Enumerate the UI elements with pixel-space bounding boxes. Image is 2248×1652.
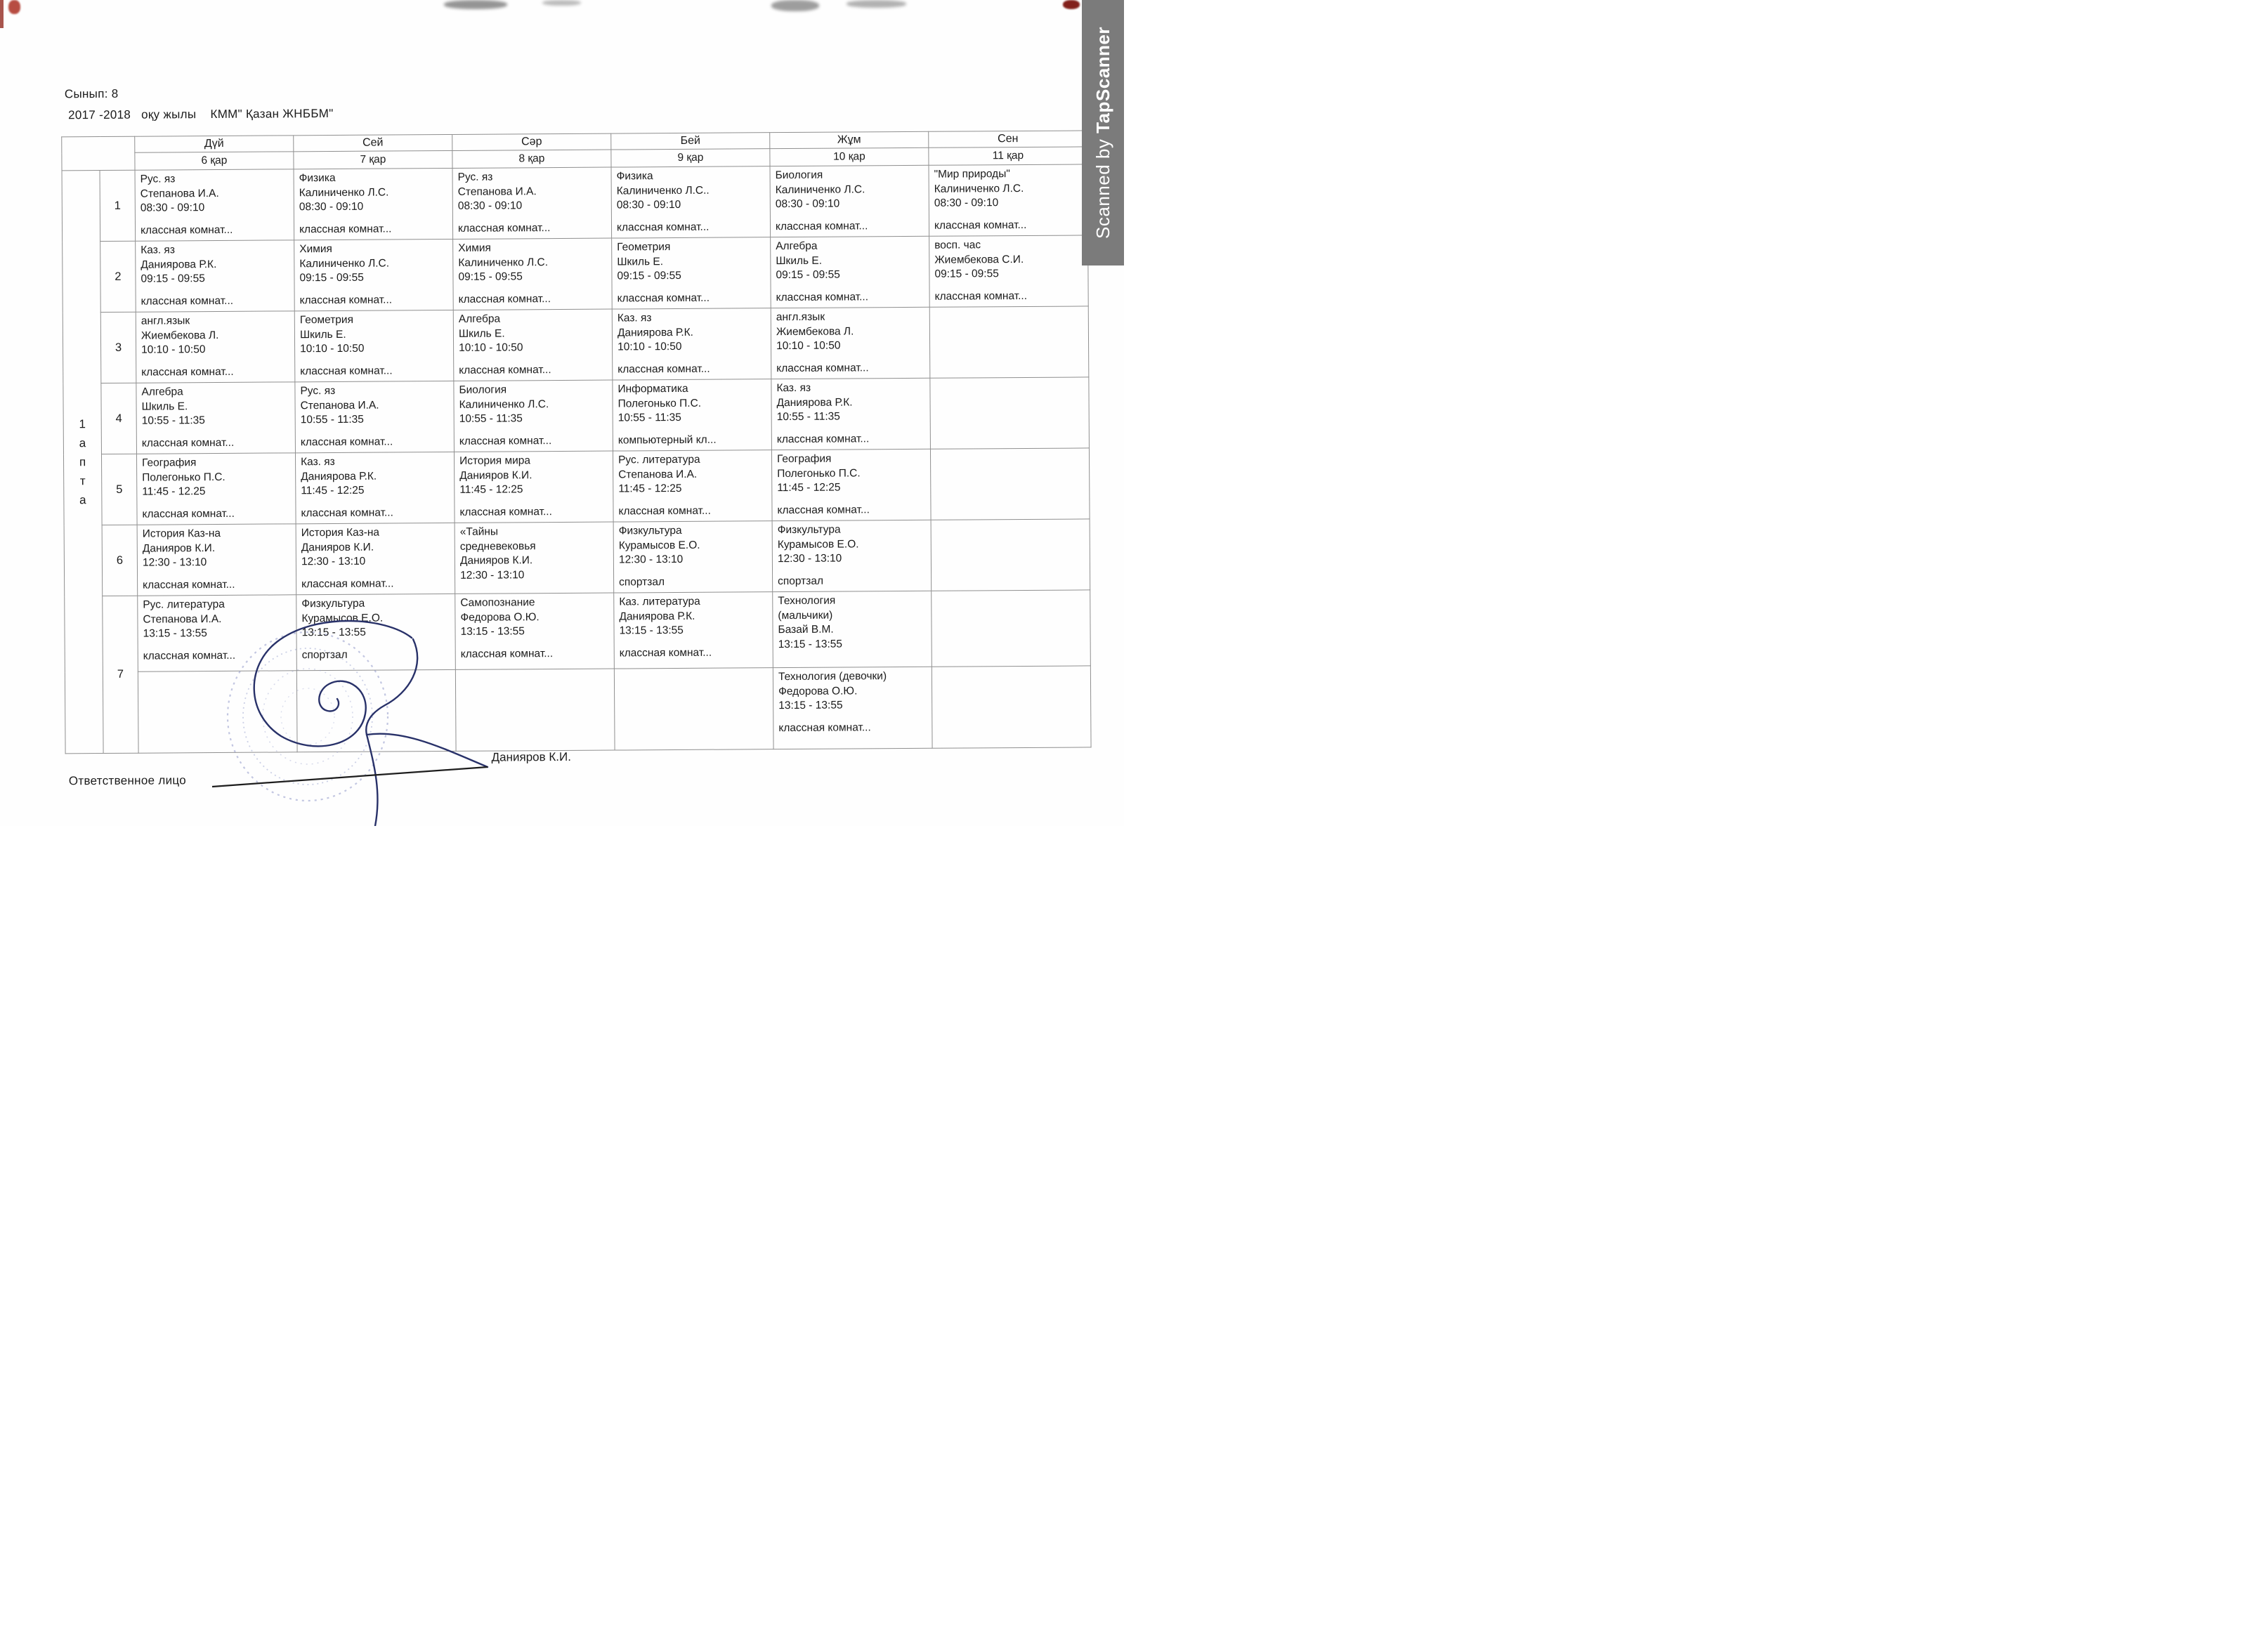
- lesson-block: [929, 164, 1087, 235]
- lesson-cell: [136, 240, 295, 312]
- lesson-block: [137, 453, 296, 524]
- lesson-room: спортзал: [778, 575, 824, 587]
- lesson-line: География: [776, 452, 832, 466]
- lesson-cell: [613, 521, 773, 593]
- lesson-block: [773, 667, 932, 738]
- scan-smudge: [771, 0, 819, 11]
- lesson-line: Калиниченко Л.С.: [299, 185, 389, 199]
- lesson-cell: [773, 667, 932, 749]
- lesson-line: англ.язык: [776, 310, 825, 324]
- day-header: Жұм: [770, 131, 929, 148]
- lesson-line: Физика: [616, 170, 653, 183]
- lesson-line: Каз. яз: [776, 381, 811, 395]
- lesson-room: классная комнат...: [776, 290, 869, 303]
- lesson-cell: [929, 306, 1089, 378]
- lesson-block: [773, 520, 932, 591]
- lesson-room: классная комнат...: [778, 721, 871, 734]
- timetable-row: [65, 590, 1091, 672]
- lesson-line: Каз. литература: [619, 595, 700, 608]
- lesson-cell: [771, 378, 931, 450]
- date-cell: 10 қар: [770, 148, 929, 166]
- scan-edge-mark: [0, 0, 4, 28]
- lesson-room: классная комнат...: [458, 292, 551, 306]
- lesson-line: Каз. яз: [301, 455, 335, 468]
- lesson-line: «Тайны: [459, 525, 499, 538]
- lesson-cell: [612, 237, 771, 309]
- lesson-block: [455, 594, 614, 664]
- lesson-room: классная комнат...: [459, 434, 552, 447]
- lesson-room: классная комнат...: [140, 294, 234, 308]
- lesson-block: [771, 237, 929, 308]
- lesson-block: [136, 169, 294, 240]
- day-header: Сәр: [452, 133, 611, 150]
- lesson-block: [771, 379, 930, 450]
- lesson-line: Даниярова Р.К.: [776, 395, 853, 409]
- lesson-cell: [136, 382, 296, 454]
- day-header: Сей: [294, 134, 452, 151]
- lesson-line: "Мир природы": [934, 168, 1010, 181]
- lesson-line: 08:30 - 09:10: [775, 197, 840, 211]
- lesson-line: Жиембекова С.И.: [934, 253, 1024, 266]
- lesson-line: 10:55 - 11:35: [776, 410, 840, 424]
- lesson-line: Рус. яз: [300, 384, 336, 398]
- lesson-line: 10:10 - 10:50: [300, 342, 365, 355]
- lesson-line: 09:15 - 09:55: [776, 268, 840, 282]
- lesson-line: 09:15 - 09:55: [140, 273, 205, 285]
- lesson-line: Биология: [459, 383, 507, 396]
- lesson-cell: [296, 523, 455, 594]
- lesson-line: Степанова И.А.: [143, 612, 222, 626]
- lesson-line: (мальчики): [778, 609, 833, 622]
- scan-corner-mark: [8, 0, 20, 14]
- lesson-line: 08:30 - 09:10: [299, 200, 364, 214]
- lesson-line: Калиниченко Л.С.: [299, 256, 390, 270]
- lesson-cell: [929, 164, 1088, 236]
- lesson-cell: [771, 236, 930, 308]
- period-number: 1: [100, 170, 136, 241]
- timetable-row: [63, 377, 1090, 454]
- lesson-cell: [295, 381, 455, 452]
- day-header: Сен: [929, 131, 1087, 148]
- lesson-block: [138, 524, 296, 595]
- lesson-line: Рус. литература: [143, 598, 225, 611]
- lesson-line: 10:10 - 10:50: [617, 340, 682, 353]
- date-cell: 7 қар: [294, 150, 452, 169]
- lesson-line: Даниярова Р.К.: [140, 258, 217, 271]
- lesson-line: 09:15 - 09:55: [617, 269, 681, 282]
- lesson-line: 10:55 - 11:35: [617, 411, 681, 424]
- lesson-cell: [931, 519, 1090, 591]
- lesson-room: классная комнат...: [934, 289, 1028, 303]
- lesson-cell: [932, 666, 1091, 748]
- lesson-line: Геометрия: [617, 241, 671, 254]
- lesson-line: Жиембекова Л.: [776, 324, 854, 338]
- lesson-block: [455, 523, 614, 586]
- lesson-line: Физика: [299, 171, 336, 185]
- lesson-line: Физкультура: [301, 597, 365, 610]
- timetable-row: [63, 306, 1089, 383]
- lesson-cell: [614, 592, 773, 669]
- lesson-line: Жиембекова Л.: [140, 329, 219, 342]
- day-header: Бей: [611, 133, 770, 150]
- lesson-cell: [294, 239, 454, 310]
- lesson-block: [613, 308, 771, 379]
- lesson-line: Физкультура: [777, 523, 841, 537]
- lesson-cell: [136, 453, 296, 525]
- lesson-line: 11:45 - 12:25: [301, 484, 365, 497]
- scan-smudge: [542, 0, 581, 6]
- lesson-line: 13:15 - 13:55: [143, 627, 207, 640]
- lesson-cell: [455, 522, 614, 594]
- lesson-room: классная комнат...: [776, 361, 869, 374]
- lesson-line: Даниярова Р.К.: [301, 470, 377, 483]
- lesson-line: Полегонько П.С.: [777, 466, 861, 480]
- lesson-line: Информатика: [617, 382, 688, 395]
- lesson-room: классная комнат...: [301, 506, 393, 519]
- lesson-block: [612, 237, 771, 308]
- lesson-block: [295, 381, 454, 452]
- lesson-room: компьютерный кл...: [617, 433, 717, 447]
- lesson-room: классная комнат...: [616, 221, 710, 234]
- day-header: Дүй: [135, 136, 294, 152]
- lesson-line: Курамысов Е.О.: [777, 537, 859, 551]
- lesson-line: Степанова И.А.: [140, 187, 219, 200]
- lesson-block: [136, 311, 295, 382]
- lesson-room: классная комнат...: [459, 363, 551, 376]
- lesson-line: Алгебра: [458, 313, 501, 325]
- lesson-line: Калиниченко Л.С.: [458, 256, 549, 269]
- lesson-cell: [771, 307, 930, 379]
- lesson-line: Базай В.М.: [778, 623, 834, 636]
- lesson-cell: [452, 167, 612, 239]
- lesson-line: Технология: [778, 594, 836, 608]
- lesson-line: Шкиль Е.: [141, 400, 188, 413]
- tapscanner-strip: [1082, 0, 1124, 266]
- responsible-person-name: Данияров К.И.: [491, 749, 571, 764]
- lesson-line: Данияров К.И.: [301, 541, 374, 553]
- lesson-line: Рус. литература: [617, 453, 700, 466]
- lesson-line: Каз. яз: [140, 244, 175, 256]
- lesson-room: спортзал: [619, 575, 665, 589]
- lesson-block: [294, 169, 453, 240]
- lesson-room: классная комнат...: [459, 505, 552, 518]
- lesson-line: Химия: [458, 242, 491, 254]
- lesson-room: классная комнат...: [299, 222, 392, 235]
- date-cell: 6 қар: [135, 152, 294, 170]
- lesson-line: История мира: [459, 454, 531, 467]
- lesson-cell: [296, 594, 456, 670]
- date-cell: 11 қар: [929, 147, 1087, 165]
- scanned-page: [0, 0, 1124, 826]
- lesson-room: классная комнат...: [299, 293, 393, 306]
- lesson-cell: [771, 449, 931, 520]
- lesson-line: 08:30 - 09:10: [457, 199, 523, 212]
- lesson-cell: [455, 669, 615, 751]
- lesson-line: 12:30 - 13:10: [459, 568, 525, 582]
- lesson-room: классная комнат...: [776, 432, 870, 445]
- lesson-block: [454, 310, 613, 381]
- period-number: 3: [100, 312, 136, 383]
- lesson-room: классная комнат...: [460, 647, 554, 660]
- lesson-block: [771, 166, 929, 237]
- lesson-line: 12:30 - 13:10: [301, 555, 366, 568]
- scan-corner-mark: [1063, 0, 1080, 9]
- lesson-line: 08:30 - 09:10: [140, 202, 205, 214]
- lesson-line: Федорова О.Ю.: [460, 610, 540, 624]
- lesson-room: классная комнат...: [617, 291, 710, 305]
- lesson-block: [614, 521, 773, 592]
- lesson-line: Шкиль Е.: [458, 327, 505, 340]
- lesson-block: [771, 308, 930, 379]
- lesson-room: классная комнат...: [777, 503, 870, 516]
- lesson-cell: [138, 595, 297, 671]
- period-number: 2: [100, 241, 136, 312]
- lesson-block: [136, 382, 295, 453]
- lesson-cell: [614, 668, 773, 750]
- lesson-line: История Каз-на: [142, 527, 221, 540]
- lesson-cell: [613, 379, 772, 451]
- lesson-line: Шкиль Е.: [617, 255, 664, 268]
- lesson-block: [454, 381, 613, 452]
- lesson-block: [612, 166, 771, 237]
- lesson-line: Степанова И.А.: [457, 185, 537, 198]
- lesson-line: Курамысов Е.О.: [301, 612, 384, 624]
- lesson-block: [295, 310, 454, 381]
- class-label: Сынып: 8: [64, 86, 119, 101]
- lesson-line: Шкиль Е.: [299, 328, 346, 341]
- lesson-cell: [135, 169, 294, 241]
- lesson-block: [453, 168, 612, 239]
- lesson-line: Алгебра: [776, 240, 818, 253]
- lesson-line: 09:15 - 09:55: [934, 268, 999, 280]
- lesson-line: Полегонько П.С.: [617, 397, 702, 410]
- lesson-cell: [295, 452, 455, 523]
- period-number: 4: [101, 383, 137, 454]
- lesson-block: [296, 452, 455, 523]
- lesson-room: спортзал: [301, 648, 348, 661]
- lesson-line: 12:30 - 13:10: [618, 553, 684, 566]
- lesson-line: 13:15 - 13:55: [460, 625, 525, 638]
- lesson-cell: [772, 520, 932, 591]
- date-cell: 8 қар: [452, 150, 611, 168]
- lesson-line: 13:15 - 13:55: [778, 699, 843, 712]
- lesson-cell: [453, 238, 613, 310]
- lesson-line: Биология: [775, 169, 823, 182]
- lesson-line: 12:30 - 13:10: [777, 552, 842, 565]
- lesson-line: Степанова И.А.: [618, 468, 698, 481]
- lesson-line: Курамысов Е.О.: [618, 539, 700, 552]
- lesson-line: 10:10 - 10:50: [776, 339, 841, 353]
- lesson-cell: [453, 309, 613, 381]
- lesson-cell: [613, 450, 772, 522]
- tapscanner-watermark: Scanned by TapScanner: [1092, 27, 1113, 239]
- week-label: 1 а п т а: [62, 171, 103, 754]
- lesson-line: Рус. яз: [457, 171, 493, 183]
- lesson-line: Даниярова Р.К.: [617, 326, 694, 339]
- lesson-line: 10:10 - 10:50: [141, 343, 206, 356]
- period-number: 7: [103, 596, 138, 753]
- lesson-block: [772, 450, 931, 520]
- timetable: [61, 130, 1091, 754]
- lesson-cell: [612, 308, 771, 380]
- lesson-block: [138, 595, 296, 666]
- lesson-line: Даниярова Р.К.: [619, 610, 695, 623]
- date-cell: 9 қар: [611, 149, 770, 167]
- period-number: 5: [101, 454, 137, 525]
- lesson-cell: [454, 380, 613, 452]
- lesson-line: Полегонько П.С.: [142, 471, 226, 484]
- lesson-line: 13:15 - 13:55: [301, 626, 366, 639]
- lesson-line: Физкультура: [618, 524, 682, 537]
- lesson-block: [296, 523, 455, 594]
- lesson-line: 08:30 - 09:10: [934, 197, 999, 209]
- lesson-room: классная комнат...: [141, 436, 235, 450]
- lesson-line: 13:15 - 13:55: [778, 638, 843, 650]
- lesson-line: 09:15 - 09:55: [458, 270, 523, 283]
- lesson-line: 13:15 - 13:55: [619, 624, 684, 637]
- lesson-line: 11:45 - 12:25: [777, 481, 841, 494]
- lesson-line: 10:55 - 11:35: [141, 414, 205, 427]
- lesson-line: Каз. яз: [617, 312, 652, 324]
- lesson-line: Геометрия: [299, 313, 354, 327]
- lesson-line: Данияров К.И.: [459, 554, 533, 567]
- lesson-block: [136, 240, 294, 311]
- lesson-cell: [294, 168, 453, 240]
- corner-cell: [62, 136, 135, 171]
- lesson-block: [455, 452, 613, 523]
- lesson-room: классная комнат...: [618, 504, 711, 518]
- lesson-cell: [930, 448, 1090, 520]
- lesson-block: [453, 239, 612, 310]
- responsible-person-label: Ответственное лицо: [68, 773, 187, 788]
- lesson-block: [294, 240, 453, 310]
- lesson-cell: [137, 524, 296, 596]
- lesson-line: Данияров К.И.: [142, 542, 216, 555]
- period-number: 6: [102, 525, 138, 596]
- lesson-line: 10:55 - 11:35: [300, 413, 364, 426]
- lesson-line: Алгебра: [141, 386, 183, 398]
- lesson-line: Данияров К.И.: [459, 468, 532, 482]
- lesson-line: Технология (девочки): [778, 670, 887, 683]
- lesson-line: 10:10 - 10:50: [459, 341, 523, 354]
- lesson-line: Химия: [299, 242, 332, 256]
- scan-smudge: [847, 0, 906, 8]
- lesson-block: [613, 379, 771, 450]
- lesson-room: классная комнат...: [301, 577, 394, 590]
- lesson-cell: [454, 451, 613, 523]
- lesson-room: классная комнат...: [143, 649, 236, 662]
- lesson-line: 11:45 - 12:25: [459, 483, 523, 496]
- lesson-block: [296, 594, 455, 665]
- document-content: [0, 0, 1124, 826]
- lesson-line: 11:45 - 12:25: [618, 482, 682, 495]
- lesson-room: классная комнат...: [140, 223, 233, 237]
- lesson-block: [614, 592, 773, 663]
- lesson-line: Шкиль Е.: [776, 254, 823, 267]
- lesson-room: классная комнат...: [143, 578, 235, 591]
- lesson-line: Калиниченко Л.С.: [459, 398, 549, 411]
- lesson-line: восп. час: [934, 239, 981, 251]
- lesson-room: классная комнат...: [619, 646, 712, 660]
- lesson-room: классная комнат...: [141, 365, 234, 379]
- scan-smudge: [444, 0, 507, 9]
- lesson-room: классная комнат...: [300, 364, 393, 377]
- lesson-room: классная комнат...: [617, 362, 710, 376]
- lesson-line: Рус. яз: [140, 173, 176, 185]
- lesson-line: 09:15 - 09:55: [299, 271, 364, 284]
- lesson-line: 12:30 - 13:10: [142, 556, 207, 569]
- lesson-room: классная комнат...: [775, 219, 868, 232]
- lesson-line: Калиниченко Л.С.: [934, 182, 1024, 195]
- lesson-cell: [773, 591, 932, 667]
- lesson-cell: [136, 311, 295, 383]
- lesson-line: Калиниченко Л.С..: [616, 184, 710, 197]
- timetable-row: [63, 448, 1090, 525]
- lesson-line: История Каз-на: [301, 526, 380, 539]
- timetable-row: [65, 666, 1091, 754]
- lesson-line: География: [142, 457, 197, 469]
- lesson-room: классная комнат...: [457, 221, 551, 235]
- lesson-line: 10:55 - 11:35: [459, 412, 523, 425]
- timetable-row: [63, 235, 1089, 313]
- timetable-row: [62, 164, 1088, 242]
- lesson-cell: [611, 166, 771, 238]
- lesson-cell: [455, 593, 615, 669]
- school-year-line: 2017 -2018 оқу жылы КММ" Қазан ЖНББМ": [67, 106, 334, 122]
- timetable-row: [64, 519, 1090, 596]
- lesson-block: [773, 591, 932, 655]
- lesson-line: Федорова О.Ю.: [778, 684, 858, 697]
- lesson-line: 08:30 - 09:10: [616, 198, 681, 211]
- lesson-cell: [138, 671, 297, 753]
- lesson-cell: [932, 590, 1091, 667]
- lesson-room: классная комнат...: [300, 435, 393, 448]
- lesson-line: Самопознание: [460, 596, 535, 609]
- lesson-block: [613, 450, 772, 521]
- lesson-line: Калиниченко Л.С.: [775, 183, 865, 196]
- lesson-line: англ.язык: [140, 315, 190, 327]
- lesson-cell: [929, 235, 1089, 307]
- lesson-cell: [770, 165, 929, 237]
- lesson-room: классная комнат...: [142, 507, 235, 520]
- lesson-line: Степанова И.А.: [300, 399, 379, 412]
- lesson-cell: [930, 377, 1090, 449]
- lesson-cell: [294, 310, 454, 381]
- lesson-block: [929, 235, 1088, 306]
- lesson-line: средневековья: [459, 539, 536, 553]
- lesson-cell: [296, 669, 456, 752]
- lesson-room: классная комнат...: [934, 218, 1027, 232]
- lesson-line: 11:45 - 12.25: [142, 485, 206, 498]
